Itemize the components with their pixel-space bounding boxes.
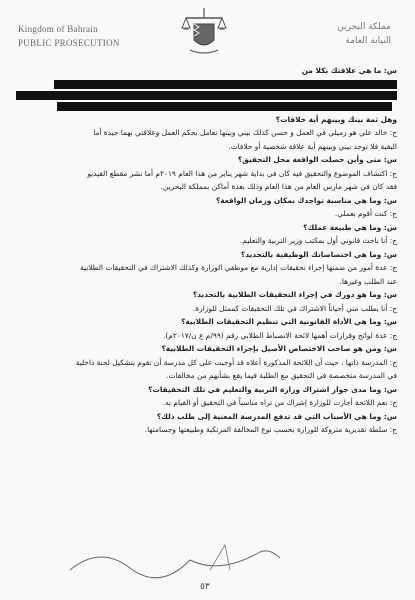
question-line: س: وما هي مناسبة تواجدك بمكان وزمان الواقعة؟ — [215, 195, 397, 205]
question-line: س: ما هي علاقتك بكلا من — [301, 66, 397, 75]
answer-line: ج: نعم اللائحة أجازت للوزارة إشراك من تراه مناسباً في التحقيق أو القيام به. — [162, 398, 397, 407]
emblem-logo-icon — [178, 6, 230, 58]
answer-line: عند الطلب وغيرها. — [339, 276, 397, 286]
header-english-line1: Kingdom of Bahrain — [18, 24, 98, 34]
header-arabic-line2: النيابة العامة — [345, 36, 391, 46]
answer-line: ج: خالد علي هو زميلي في العمل و حسن كذلك بيني وبينها تعامل بحكم العمل وعلاقتي بهما جيدة أما — [93, 128, 397, 137]
answer-line: ج: أنا يطلب مني أحياناً الاشتراك في تلك التحقيقات كممثل للوزارة. — [192, 303, 397, 313]
answer-line: ج: أنا باحث قانوني أول بمكتب وزير التربية والتعليم. — [239, 236, 397, 245]
answer-line: فقد كان في شهر مارس العام من هذا العام وذلك بعدة أماكن بمملكة البحرين. — [160, 182, 397, 191]
redaction-bar — [16, 91, 397, 100]
answer-line: ج: كنت أقوم بعملي. — [334, 209, 397, 218]
answer-line: في المدرسة متخصصة في التحقيق مع الطلبة فيما يقع بشأنهم من مخالفات. — [166, 371, 397, 380]
question-line: س: وما مدى جواز اشتراك وزارة التربية والتعليم في تلك التحقيقات؟ — [148, 384, 397, 394]
header-arabic-line1: مملكة البحرين — [337, 22, 391, 32]
question-line: س: وما هي اختصاصاتك الوظيفية بالتحديد؟ — [240, 249, 397, 259]
question-line: س: ومن هو صاحب الاختصاص الأصيل بإجراء التحقيقات الطلابية؟ — [161, 344, 397, 353]
answer-line: ج: عدة لوائح وقرارات أهمها لائحة الانضباط الطلابي رقم (٩٩/م ع ن/٢٠١٧م). — [163, 330, 397, 340]
redaction-bar — [54, 80, 397, 89]
header-english-line2: PUBLIC PROSECUTION — [18, 38, 120, 48]
header-english — [18, 22, 120, 50]
signature-scribble — [60, 540, 290, 580]
page-number: ٥٣ — [200, 582, 210, 592]
question-line: س: وما هو دورك في إجراء التحقيقات الطلابية بالتحديد؟ — [192, 290, 397, 299]
answer-line: ج: اكتشاف الموضوع والتحقيق فيه كان في بداية شهر يناير من هذا العام ٢٠١٩م أما نشر مقطع الفيديو — [87, 168, 397, 178]
answer-line: البقية فلا توجد بيني وبينهم أية علاقة شخصية أو خلافات. — [228, 141, 397, 151]
header-arabic — [337, 20, 391, 48]
question-line: س: وما هي الأداة القانونية التي تنظيم التحقيقات الطلابية؟ — [181, 317, 397, 326]
question-line: س: متى وأين حصلت الواقعة محل التحقيق؟ — [237, 155, 397, 164]
answer-line: ج: سلطة تقديرية متروكة للوزارة بحسب نوع المخالفة المرتكبة وطبيعتها وجسامتها. — [144, 425, 397, 434]
document-body — [16, 64, 397, 437]
answer-line: ج: عدة أمور من ضمنها إجراء تحقيقات إدارية مع موظفي الوزارة وكذلك الاشتراك في التحقيقات الطلابية — [80, 263, 397, 272]
question-line: وهل ثمة بينك وبينهم أية خلافات؟ — [275, 114, 397, 124]
question-line: س: وما هي طبيعة عملك؟ — [303, 222, 397, 232]
redaction-bar — [57, 102, 392, 111]
question-line: س: وما هي الأسباب التي قد تدفع المدرسة المعنية إلى طلب ذلك؟ — [156, 411, 397, 421]
answer-line: ج: المدرسة ذاتها ، حيث أن اللائحة المذكورة أعلاه قد أوجبت على كل مدرسة أن تقوم بتشكيل لجنة داخلية — [75, 357, 397, 367]
